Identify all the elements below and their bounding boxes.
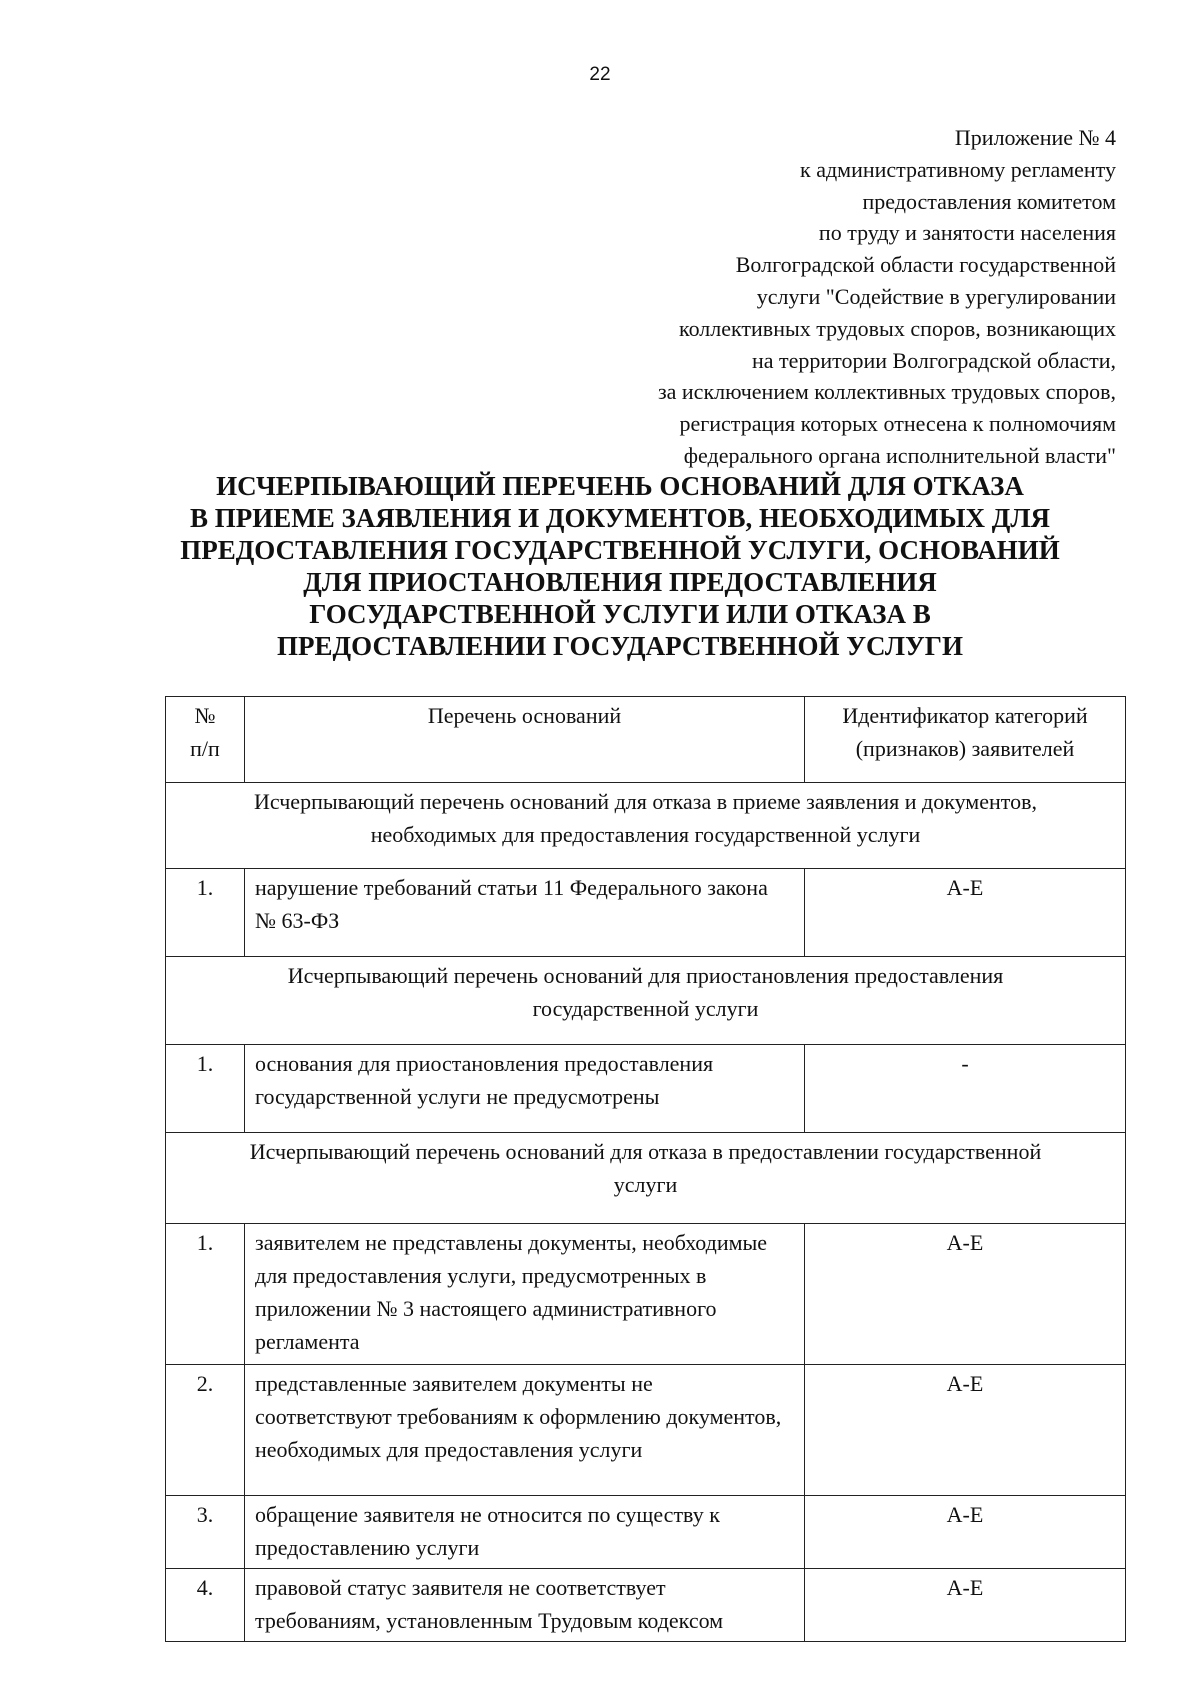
header-number-sign: № [194,703,216,728]
section-heading-line: услуги [613,1172,678,1197]
row-identifier: А-Е [805,1569,1126,1642]
section-heading-refusal-provision [166,1133,1126,1224]
header-reason-cell: Перечень оснований [245,697,805,783]
appendix-line: коллективных трудовых споров, возникающих [679,315,1116,341]
table-row [166,1224,1126,1365]
row-identifier: А-Е [805,1496,1126,1569]
row-number: 1. [166,1224,245,1365]
section-header-row [166,783,1126,869]
section-heading-line: необходимых для предоставления государственной услуги [370,822,921,847]
appendix-line: на территории Волгоградской области, [751,347,1116,373]
row-number: 4. [166,1569,245,1642]
appendix-line: регистрация которых отнесена к полномочиям [679,411,1116,437]
table-row [166,1045,1126,1133]
row-identifier: - [805,1045,1126,1133]
section-heading-suspension [166,957,1126,1045]
table-row [166,1496,1126,1569]
row-identifier: А-Е [805,1224,1126,1365]
row-number: 2. [166,1365,245,1496]
row-identifier: А-Е [805,869,1126,957]
title-line: ПРЕДОСТАВЛЕНИИ ГОСУДАРСТВЕННОЙ УСЛУГИ [277,631,963,661]
title-line: В ПРИЕМЕ ЗАЯВЛЕНИЯ И ДОКУМЕНТОВ, НЕОБХОДИМЫХ ДЛЯ [190,503,1050,533]
appendix-line: к административному регламенту [800,156,1116,182]
section-heading-line: государственной услуги [532,996,759,1021]
appendix-line: федерального органа исполнительной власти" [683,442,1116,468]
row-reason: основания для приостановления предоставления государственной услуги не предусмотрены [245,1045,805,1133]
page-number: 22 [589,64,611,85]
document-title [120,470,1120,662]
header-identifier-line2: (признаков) заявителей [855,736,1075,761]
appendix-reference-block [556,122,1116,472]
title-line: ИСЧЕРПЫВАЮЩИЙ ПЕРЕЧЕНЬ ОСНОВАНИЙ ДЛЯ ОТКАЗА [216,471,1024,501]
header-number-abbr: п/п [190,736,220,761]
appendix-line: услуги "Содействие в урегулировании [756,283,1116,309]
appendix-line: по труду и занятости населения [818,220,1116,246]
section-heading-line: Исчерпывающий перечень оснований для отказа в приеме заявления и документов, [254,789,1037,814]
row-identifier: А-Е [805,1365,1126,1496]
section-heading-line: Исчерпывающий перечень оснований для отказа в предоставлении государственной [249,1139,1042,1164]
title-line: ДЛЯ ПРИОСТАНОВЛЕНИЯ ПРЕДОСТАВЛЕНИЯ [303,567,937,597]
section-header-row [166,957,1126,1045]
header-identifier-line1: Идентификатор категорий [842,703,1088,728]
section-heading-refusal-acceptance [166,783,1126,869]
section-heading-line: Исчерпывающий перечень оснований для приостановления предоставления [287,963,1004,988]
appendix-line: Приложение № 4 [954,125,1116,150]
grounds-table [165,696,1126,1642]
row-number: 1. [166,1045,245,1133]
row-reason: заявителем не представлены документы, необходимые для предоставления услуги, предусмотренных в приложении № 3 настоящего административного регламента [245,1224,805,1365]
table-header-row [166,697,1126,783]
table-row [166,1569,1126,1642]
row-reason: представленные заявителем документы не соответствуют требованиям к оформлению документов, необходимых для предоставления услуги [245,1365,805,1496]
header-identifier-cell [805,697,1126,783]
row-reason: обращение заявителя не относится по существу к предоставлению услуги [245,1496,805,1569]
appendix-line: за исключением коллективных трудовых споров, [657,379,1116,405]
row-reason: правовой статус заявителя не соответствует требованиям, установленным Трудовым кодексом [245,1569,805,1642]
table-row [166,1365,1126,1496]
row-reason: нарушение требований статьи 11 Федерального закона № 63-ФЗ [245,869,805,957]
row-number: 1. [166,869,245,957]
header-number-cell [166,697,245,783]
appendix-line: Волгоградской области государственной [735,252,1116,278]
table-row [166,869,1126,957]
appendix-line: предоставления комитетом [862,188,1116,214]
title-line: ГОСУДАРСТВЕННОЙ УСЛУГИ ИЛИ ОТКАЗА В [309,599,931,629]
row-number: 3. [166,1496,245,1569]
section-header-row [166,1133,1126,1224]
title-line: ПРЕДОСТАВЛЕНИЯ ГОСУДАРСТВЕННОЙ УСЛУГИ, ОСНОВАНИЙ [180,535,1060,565]
